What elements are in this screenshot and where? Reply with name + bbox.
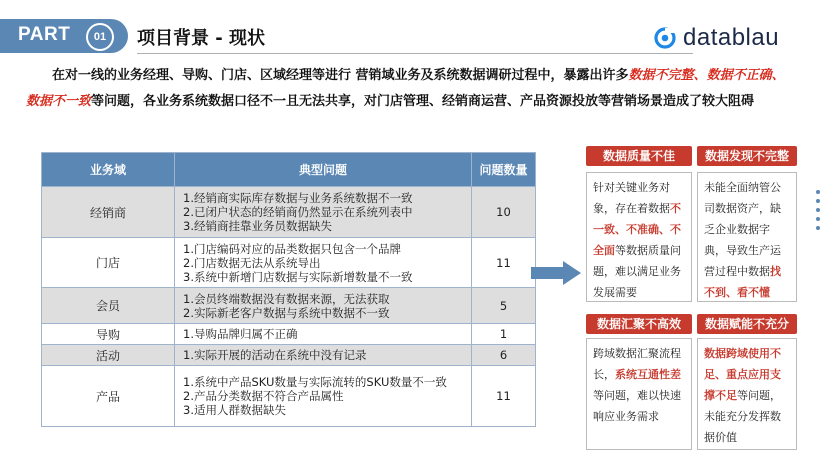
datablau-logo <box>653 23 779 53</box>
card-discovery-text-1: 未能全面纳管公司数据资产，缺乏企业数据字典，导致生产运营过程中数据 <box>704 181 781 278</box>
card-quality-text-2: 等数据质量问题，难以满足业务发展需要 <box>593 244 681 299</box>
issues-table <box>41 152 536 427</box>
issue-item: 1.经销商实际库存数据与业务系统数据不一致 <box>183 191 413 205</box>
header-count: 问题数量 <box>472 153 536 187</box>
issue-item: 2.实际新老客户数据与系统中数据不一致 <box>183 305 390 320</box>
table-row <box>42 238 536 288</box>
row-count: 5 <box>472 288 536 324</box>
part-tab <box>0 19 128 53</box>
right-arrow-icon <box>531 261 581 285</box>
row-domain: 活动 <box>42 345 175 366</box>
card-empower-text-2: 等问题，未能充分发挥数据价值 <box>704 389 781 444</box>
row-issues <box>175 324 472 345</box>
issue-item: 3.适用人群数据缺失 <box>183 403 286 417</box>
card-quality-body <box>586 172 692 302</box>
intro-highlight-incorrect: 数据不正确 <box>706 68 772 83</box>
card-discovery-body <box>697 172 797 302</box>
issue-item: 2.产品分类数据不符合产品属性 <box>183 389 344 403</box>
intro-highlight-inconsistent: 数据不一致 <box>26 94 92 109</box>
row-issues <box>175 345 472 366</box>
issue-item: 1.系统中产品SKU数量与实际流转的SKU数量不一致 <box>183 375 447 389</box>
part-number-badge: 01 <box>86 23 114 51</box>
table-row <box>42 366 536 427</box>
row-count: 11 <box>472 366 536 427</box>
intro-paragraph <box>26 63 796 115</box>
row-domain: 经销商 <box>42 187 175 238</box>
issue-item: 2.门店数据无法从系统导出 <box>183 255 321 270</box>
card-discovery-highlight: 找不到、看不懂 <box>704 265 781 299</box>
row-count: 11 <box>472 238 536 288</box>
issue-item: 2.已闭户状态的经销商仍然显示在系统列表中 <box>183 205 413 219</box>
table-header-row <box>42 153 536 187</box>
issue-item: 3.系统中新增门店数据与实际新增数量不一致 <box>183 269 413 284</box>
issue-item: 3.经销商挂靠业务员数据缺失 <box>183 219 332 233</box>
intro-tail: 等问题，各业务系统数据口径不一且无法共享，对门店管理、经销商运营、产品资源投放等营销场景造成了较大阻碍 <box>91 94 755 109</box>
card-quality-text-1: 针对关键业务对象，存在着数据 <box>593 181 670 215</box>
issue-item: 1.门店编码对应的品类数据只包含一个品牌 <box>183 241 401 256</box>
intro-highlight-incomplete: 数据不完整 <box>628 68 694 83</box>
issue-item: 1.导购品牌归属不正确 <box>183 327 298 341</box>
card-empower-title: 数据赋能不充分 <box>697 314 797 334</box>
row-domain: 导购 <box>42 324 175 345</box>
row-domain: 门店 <box>42 238 175 288</box>
logo-text: datablau <box>683 24 780 51</box>
part-label: PART <box>18 24 71 45</box>
card-discovery-title: 数据发现不完整 <box>697 146 797 166</box>
intro-separator: 、 <box>693 68 707 83</box>
table-row <box>42 324 536 345</box>
row-issues <box>175 187 472 238</box>
row-count: 6 <box>472 345 536 366</box>
row-issues <box>175 288 472 324</box>
row-issues <box>175 238 472 288</box>
header-divider <box>137 53 693 54</box>
header-domain: 业务域 <box>42 153 175 187</box>
card-empower-body <box>697 338 797 450</box>
intro-lead: 在对一线的业务经理、导购、门店、区域经理等进行 营销域业务及系统数据调研过程中，暴露出许多 <box>52 68 629 83</box>
row-count: 1 <box>472 324 536 345</box>
decorative-dots <box>816 190 822 235</box>
row-count: 10 <box>472 187 536 238</box>
card-aggregation-text-2: 等问题，难以快速响应业务需求 <box>593 389 681 423</box>
card-quality-title: 数据质量不佳 <box>586 146 692 166</box>
card-empower-highlight: 数据跨域使用不足、重点应用支撑不足 <box>704 347 781 402</box>
row-domain: 产品 <box>42 366 175 427</box>
table-row <box>42 187 536 238</box>
datablau-logo-icon <box>653 26 677 50</box>
page-title: 项目背景 - 现状 <box>137 28 266 49</box>
header-issues: 典型问题 <box>175 153 472 187</box>
card-aggregation-text-1: 跨域数据汇聚流程长， <box>593 347 681 381</box>
card-aggregation-highlight: 系统互通性差 <box>615 368 681 381</box>
intro-separator: 、 <box>771 68 785 83</box>
card-aggregation-title: 数据汇聚不高效 <box>586 314 692 334</box>
row-domain: 会员 <box>42 288 175 324</box>
issue-item: 1.会员终端数据没有数据来源，无法获取 <box>183 291 390 306</box>
issue-item: 1.实际开展的活动在系统中没有记录 <box>183 348 367 362</box>
table-row <box>42 288 536 324</box>
card-quality-highlight: 不一致、不准确、不全面 <box>593 202 681 257</box>
card-aggregation-body <box>586 338 692 450</box>
table-row <box>42 345 536 366</box>
row-issues <box>175 366 472 427</box>
